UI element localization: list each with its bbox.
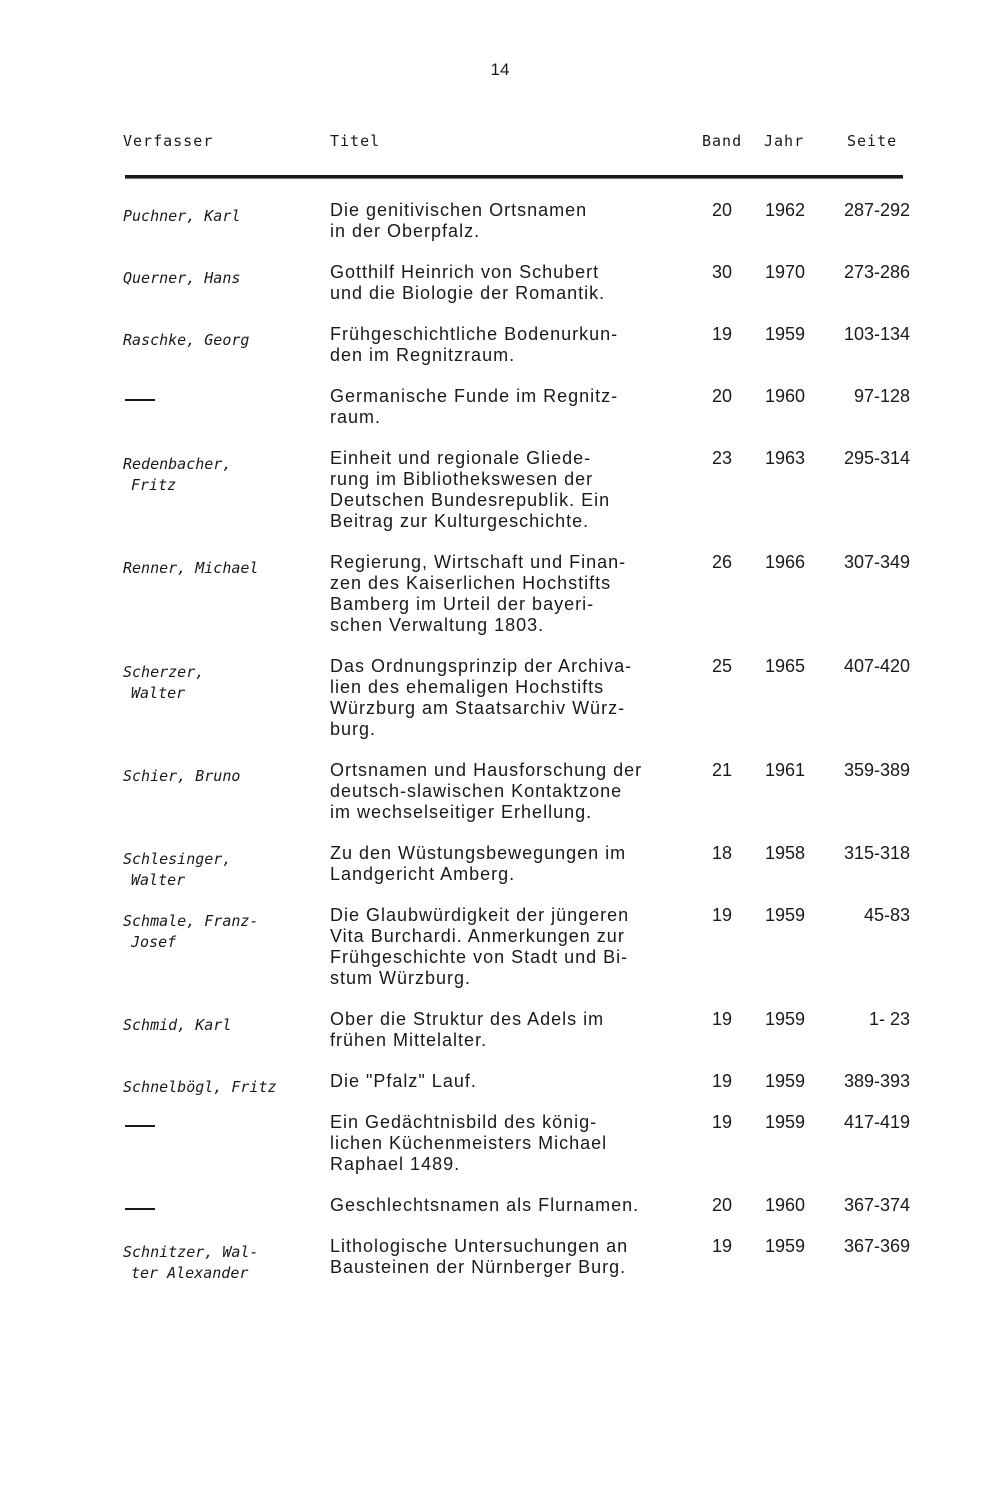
entry-author-line: Raschke, Georg — [123, 331, 250, 349]
entry-author-line: Renner, Michael — [123, 559, 259, 577]
entry-title-line: Beitrag zur Kulturgeschichte. — [330, 511, 590, 531]
entry-pages: 295-314 — [843, 448, 910, 468]
entry-year: 1963 — [765, 448, 806, 468]
entry-year: 1959 — [765, 324, 806, 344]
entry-title-line: Frühgeschichtliche Bodenurkun- — [330, 324, 619, 344]
entry-title-line: burg. — [330, 719, 377, 739]
entry-title — [330, 1009, 680, 1051]
entry-title-line: Das Ordnungsprinzip der Archiva- — [330, 656, 633, 676]
entry-title — [330, 760, 680, 823]
bibliography-list — [0, 200, 1000, 1282]
entry-pages: 367-369 — [843, 1236, 910, 1256]
entry-title-line: lichen Küchenmeisters Michael — [330, 1133, 608, 1153]
entry-pages: 45-83 — [863, 905, 910, 925]
entry-author-line: Schier, Bruno — [123, 767, 241, 785]
entry-title-line: Ein Gedächtnisbild des könig- — [330, 1112, 598, 1132]
entry-title — [330, 843, 680, 885]
entry-author — [123, 1015, 313, 1036]
header-year: Jahr — [764, 132, 805, 150]
entry-volume: 20 — [712, 386, 733, 406]
entry-pages: 389-393 — [843, 1071, 910, 1091]
ditto-dash — [125, 1125, 155, 1127]
entry-year: 1966 — [765, 552, 806, 572]
entry-title-line: in der Oberpfalz. — [330, 221, 481, 241]
entry-year: 1959 — [765, 1112, 806, 1132]
bibliography-entry — [0, 1195, 1000, 1216]
bibliography-entry — [0, 1009, 1000, 1051]
entry-author-line: Schnelbögl, Fritz — [123, 1078, 277, 1096]
entry-volume: 30 — [712, 262, 733, 282]
entry-year: 1970 — [765, 262, 806, 282]
entry-title-line: Raphael 1489. — [330, 1154, 461, 1174]
bibliography-entry — [0, 448, 1000, 532]
entry-title-line: deutsch-slawischen Kontaktzone — [330, 781, 623, 801]
entry-volume: 20 — [712, 200, 733, 220]
entry-author-line: Scherzer, — [123, 663, 205, 681]
entry-title-line: zen des Kaiserlichen Hochstifts — [330, 573, 612, 593]
entry-title-line: Die "Pfalz" Lauf. — [330, 1071, 477, 1091]
entry-title-line: Bamberg im Urteil der bayeri- — [330, 594, 595, 614]
entry-pages: 273-286 — [843, 262, 910, 282]
entry-author-line: Puchner, Karl — [123, 207, 241, 225]
entry-year: 1961 — [765, 760, 806, 780]
entry-title-line: Geschlechtsnamen als Flurnamen. — [330, 1195, 640, 1215]
entry-author — [123, 268, 313, 289]
entry-title — [330, 1071, 680, 1092]
entry-author — [123, 766, 313, 787]
entry-pages: 359-389 — [843, 760, 910, 780]
entry-title-line: Die Glaubwürdigkeit der jüngeren — [330, 905, 630, 925]
entry-volume: 19 — [712, 1071, 733, 1091]
entry-title-line: und die Biologie der Romantik. — [330, 283, 606, 303]
header-pages: Seite — [847, 132, 898, 150]
entry-title — [330, 262, 680, 304]
entry-volume: 19 — [712, 1236, 733, 1256]
entry-title — [330, 1236, 680, 1278]
entry-volume: 19 — [712, 1112, 733, 1132]
entry-title — [330, 386, 680, 428]
bibliography-entry — [0, 324, 1000, 366]
entry-year: 1958 — [765, 843, 806, 863]
entry-author — [123, 206, 313, 227]
entry-title — [330, 656, 680, 740]
entry-volume: 20 — [712, 1195, 733, 1215]
entry-author — [123, 558, 313, 579]
bibliography-entry — [0, 656, 1000, 740]
entry-title-line: Ober die Struktur des Adels im — [330, 1009, 605, 1029]
entry-author-line: Walter — [131, 871, 186, 889]
entry-title-line: Zu den Wüstungsbewegungen im — [330, 843, 627, 863]
entry-volume: 25 — [712, 656, 733, 676]
entry-title-line: Frühgeschichte von Stadt und Bi- — [330, 947, 629, 967]
entry-title-line: raum. — [330, 407, 382, 427]
entry-title-line: Gotthilf Heinrich von Schubert — [330, 262, 600, 282]
entry-title — [330, 448, 680, 532]
entry-title-line: Landgericht Amberg. — [330, 864, 516, 884]
bibliography-entry — [0, 1071, 1000, 1096]
entry-year: 1959 — [765, 1236, 806, 1256]
bibliography-entry — [0, 905, 1000, 989]
entry-title — [330, 905, 680, 989]
entry-author-line: Redenbacher, — [123, 455, 232, 473]
entry-volume: 26 — [712, 552, 733, 572]
entry-title — [330, 324, 680, 366]
entry-author — [123, 330, 313, 351]
bibliography-entry — [0, 200, 1000, 242]
page-number: 14 — [490, 60, 510, 79]
entry-year: 1959 — [765, 905, 806, 925]
entry-pages: 1- 23 — [868, 1009, 910, 1029]
entry-author — [123, 662, 313, 704]
entry-title — [330, 200, 680, 242]
bibliography-entry — [0, 1236, 1000, 1282]
entry-author-line: Fritz — [131, 476, 177, 494]
entry-author-line: Schmale, Franz- — [123, 912, 259, 930]
bibliography-entry — [0, 1112, 1000, 1175]
bibliography-entry — [0, 760, 1000, 823]
entry-title-line: schen Verwaltung 1803. — [330, 615, 545, 635]
entry-pages: 287-292 — [843, 200, 910, 220]
entry-pages: 407-420 — [843, 656, 910, 676]
bibliography-entry — [0, 843, 1000, 889]
bibliography-entry — [0, 262, 1000, 304]
entry-year: 1959 — [765, 1071, 806, 1091]
entry-pages: 97-128 — [853, 386, 910, 406]
entry-author — [123, 454, 313, 496]
entry-year: 1960 — [765, 386, 806, 406]
entry-author-line: Walter — [131, 684, 186, 702]
entry-title-line: frühen Mittelalter. — [330, 1030, 488, 1050]
entry-title-line: Lithologische Untersuchungen an — [330, 1236, 629, 1256]
entry-pages: 417-419 — [843, 1112, 910, 1132]
entry-title-line: Die genitivischen Ortsnamen — [330, 200, 588, 220]
header-rule — [125, 175, 903, 179]
entry-title-line: Regierung, Wirtschaft und Finan- — [330, 552, 627, 572]
entry-author — [123, 911, 313, 953]
entry-title-line: Würzburg am Staatsarchiv Würz- — [330, 698, 626, 718]
entry-year: 1959 — [765, 1009, 806, 1029]
table-header — [0, 132, 1000, 156]
entry-title — [330, 1112, 680, 1175]
entry-pages: 103-134 — [843, 324, 910, 344]
entry-author-line: Querner, Hans — [123, 269, 241, 287]
ditto-dash — [125, 1208, 155, 1210]
entry-volume: 18 — [712, 843, 733, 863]
header-title: Titel — [330, 132, 381, 150]
entry-volume: 19 — [712, 905, 733, 925]
entry-title-line: Deutschen Bundesrepublik. Ein — [330, 490, 611, 510]
entry-volume: 19 — [712, 1009, 733, 1029]
entry-author-line: Schmid, Karl — [123, 1016, 232, 1034]
entry-volume: 21 — [712, 760, 733, 780]
entry-title-line: den im Regnitzraum. — [330, 345, 516, 365]
entry-title-line: Bausteinen der Nürnberger Burg. — [330, 1257, 627, 1277]
entry-author-line: Schnitzer, Wal- — [123, 1243, 259, 1261]
entry-author-line: Schlesinger, — [123, 850, 232, 868]
bibliography-entry — [0, 386, 1000, 428]
header-volume: Band — [702, 132, 743, 150]
entry-author — [123, 849, 313, 891]
entry-pages: 315-318 — [843, 843, 910, 863]
entry-author — [123, 1242, 313, 1284]
entry-year: 1962 — [765, 200, 806, 220]
entry-title-line: rung im Bibliothekswesen der — [330, 469, 594, 489]
entry-year: 1960 — [765, 1195, 806, 1215]
bibliography-entry — [0, 552, 1000, 636]
entry-title-line: Germanische Funde im Regnitz- — [330, 386, 619, 406]
entry-title-line: lien des ehemaligen Hochstifts — [330, 677, 605, 697]
entry-title — [330, 1195, 680, 1216]
ditto-dash — [125, 399, 155, 401]
entry-title-line: Einheit und regionale Gliede- — [330, 448, 592, 468]
entry-volume: 23 — [712, 448, 733, 468]
entry-volume: 19 — [712, 324, 733, 344]
entry-author-line: Josef — [131, 933, 177, 951]
entry-title — [330, 552, 680, 636]
entry-title-line: stum Würzburg. — [330, 968, 472, 988]
entry-title-line: im wechselseitiger Erhellung. — [330, 802, 593, 822]
entry-author — [123, 1077, 313, 1098]
entry-title-line: Ortsnamen und Hausforschung der — [330, 760, 643, 780]
entry-year: 1965 — [765, 656, 806, 676]
entry-author-line: ter Alexander — [131, 1264, 249, 1282]
entry-pages: 367-374 — [843, 1195, 910, 1215]
entry-title-line: Vita Burchardi. Anmerkungen zur — [330, 926, 625, 946]
entry-pages: 307-349 — [843, 552, 910, 572]
header-author: Verfasser — [123, 132, 214, 150]
